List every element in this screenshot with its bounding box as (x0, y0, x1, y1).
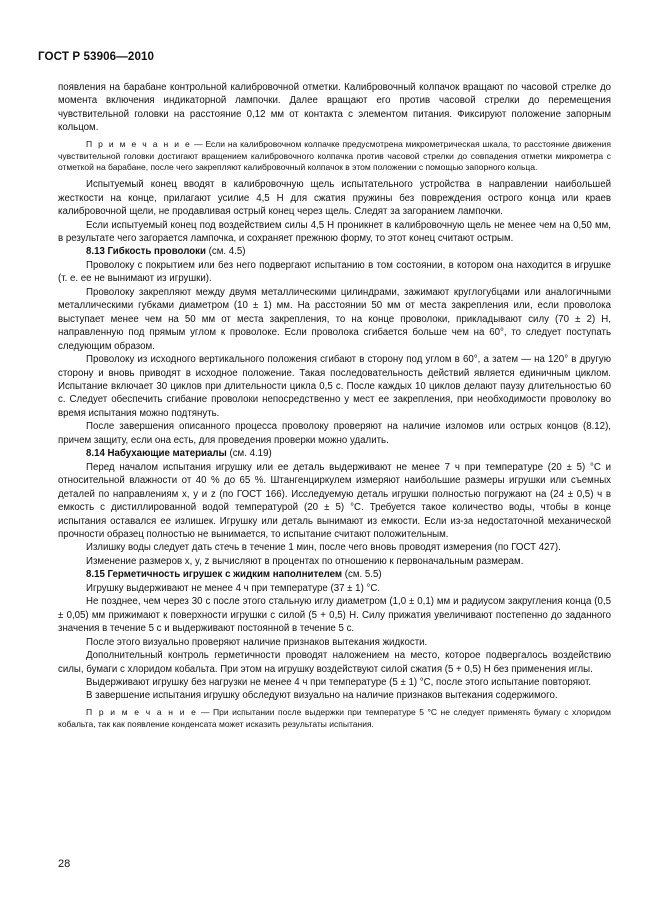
section-ref: (см. 4.19) (226, 448, 272, 460)
paragraph: Выдерживают игрушку без нагрузки не менее 4 ч при температуре (5 ± 1) °С, после этого испытание повторяют. (86, 676, 592, 688)
section-heading (58, 568, 611, 581)
note-paragraph (58, 707, 611, 731)
note-paragraph (58, 139, 611, 174)
paragraph: После завершения описанного процесса проволоку проверяют на наличие изломов или острых концов (8.12), причем защиту, если она есть, для проведения проверки можно удалить. (58, 421, 611, 446)
page-header-title: ГОСТ Р 53906—2010 (38, 50, 155, 63)
section-ref: (см. 4.5) (205, 246, 246, 258)
paragraph: Если испытуемый конец под воздействием силы 4,5 Н проникнет в калибровочную щель не менее чем на 0,50 мм, в результате чего загорается лампочка, и сохраняет прежнюю форму, то этот конец считают острым. (58, 219, 611, 245)
paragraph: Дополнительный контроль герметичности проводят наложением на место, которое подвергалось воздействию силы, бумаги с хлоридом кобальта. При этом на игрушку воздействуют силой сжатия (5 + 0,5) Н без применения иглы. (58, 650, 611, 675)
paragraph: Проволоку из исходного вертикального положения сгибают в сторону под углом в 60°, а затем — на 120° в другую сторону и вновь приводят в исходное положение. Такая последовательность действий является единичным циклом. Испытание включает 30 циклов при длительности цикла 0,5 с. После каждых 10 циклов делают паузу длительностью 60 с. Следует обеспечить сгибание проволоки непосредственно у мест ее закрепления, при необходимости проволоку во время испытания можно подтянуть. (58, 354, 611, 419)
paragraph: После этого визуально проверяют наличие признаков вытекания жидкости. (86, 636, 428, 648)
paragraph: Проволоку с покрытием или без него подвергают испытанию в том состоянии, в котором она находится в игрушке (т. е. ее не вынимают из игрушки). (58, 259, 611, 285)
note-text: — При испытании после выдержки при температуре 5 °С не следует применять бумагу с хлоридом кобальта, так как появление конденсата может исказить результаты испытания. (58, 706, 611, 729)
paragraph: Испытуемый конец вводят в калибровочную щель испытательного устройства в направлении наибольшей жесткости на конце, прилагают усилие 4,5 Н для сжатия пружины без повреждения острого конца или краев калибровочной щели, не продавливая острый конец через щель. Следят за загоранием лампочки. (58, 179, 611, 218)
paragraph: Не позднее, чем через 30 с после этого стальную иглу диаметром (1,0 ± 0,1) мм и радиусом закругления конца (0,5 ± 0,05) мм прижимают к поверхности игрушки с силой (5 + 0,5) Н. Силу прижатия увеличивают постепенно до заданного значения в течение 5 с и выдерживают постоянной в течение 5 с. (58, 596, 611, 635)
paragraph: Проволоку закрепляют между двумя металлическими цилиндрами, зажимают круглогубцами или аналогичными металлическими губками диаметром (10 ± 1) мм. На расстоянии 50 мм от места закрепления или, если проволока выступает менее чем на 50 мм от места закрепления, то на конце проволоки, прикладывают силу (70 ± 2) Н, направленную под прямым углом к проволоке. Если проволока сгибается больше чем на 60°, то следует поступать следующим образом. (58, 286, 611, 352)
page-number: 28 (58, 858, 71, 870)
document-body (58, 81, 611, 734)
paragraph: В завершение испытания игрушку обследуют визуально на наличие признаков вытекания содержимого. (86, 690, 558, 702)
section-title: 8.14 Набухающие материалы (86, 448, 227, 460)
section-ref: (см. 5.5) (342, 569, 382, 581)
paragraph: появления на барабане контрольной калибровочной отметки. Калибровочный колпачок вращают по часовой стрелке до момента включения индикаторной лампочки. Далее вращают его против часовой стрелки до перемещения чувствительной головки на расстояние 0,12 мм от контакта с элементом питания. Фиксируют положение запорным кольцом. (58, 82, 611, 134)
paragraph: Перед началом испытания игрушку или ее деталь выдерживают не менее 7 ч при температуре (20 ± 5) °С и относительной влажности от 40 % до 65 %. Штангенциркулем измеряют наибольшие размеры игрушки или съемных деталей по направлениям x, y и z (по ГОСТ 166). Исследуемую деталь игрушки полностью погружают на (24 ± 0,5) ч в емкость с дистиллированной водой температурой (20 ± 5) °С. Требуется такое количество воды, чтобы в конце испытания оставался ее излишек. Игрушку или деталь вынимают из емкости. Если из-за недостаточной механической прочности образец полностью не вынимается, то испытание считают положительным. (58, 461, 611, 540)
note-text: — Если на калибровочном колпачке предусмотрена микрометрическая шкала, то расстояние движения чувствительной головки достигают вращением калибровочного колпачка против часовой стрелки до совпадения отметки микрометра с отметкой на барабане, после чего закрепляют калибровочный колпачок в этом положении с помощью запорного кольца. (58, 138, 611, 173)
note-label: П р и м е ч а н и е (86, 706, 198, 717)
paragraph: Изменение размеров x, y, z вычисляют в процентах по отношению к первоначальным размерам. (86, 555, 524, 567)
section-heading (58, 245, 611, 258)
paragraph: Игрушку выдерживают не менее 4 ч при температуре (37 ± 1) °С. (86, 582, 381, 594)
section-heading (58, 447, 611, 460)
paragraph: Излишку воды следует дать стечь в течение 1 мин, после чего вновь проводят измерения (по ГОСТ 427). (86, 542, 561, 554)
section-title: 8.15 Герметичность игрушек с жидким наполнителем (86, 569, 343, 581)
note-label: П р и м е ч а н и е (86, 138, 192, 149)
section-title: 8.13 Гибкость проволоки (86, 246, 206, 258)
